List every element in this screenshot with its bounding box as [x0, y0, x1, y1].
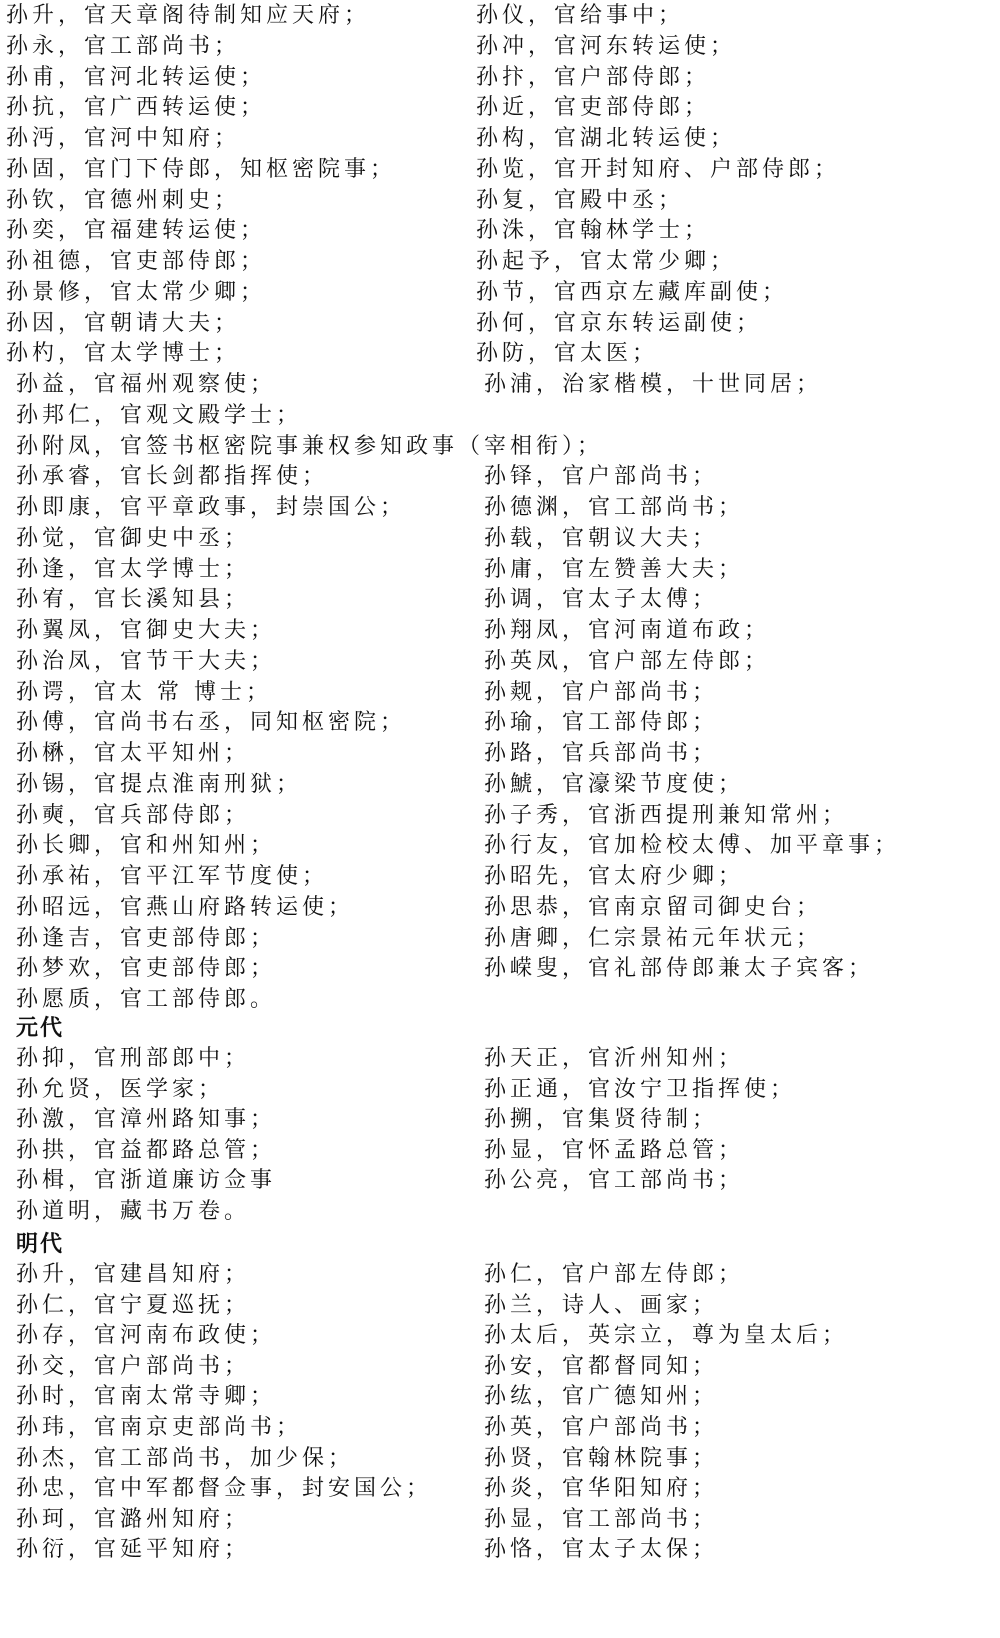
entry-right: 孙浦，治家楷模，十世同居；: [484, 372, 823, 397]
entry-row: [0, 738, 1000, 770]
entry-right: 孙德渊，官工部尚书；: [484, 495, 745, 520]
entry-left: 孙抗，官广西转运使；: [6, 95, 267, 121]
entry-row: [0, 31, 1000, 63]
entry-left: 孙仁，官宁夏巡抚；: [16, 1292, 251, 1318]
entry-row: [0, 185, 1000, 217]
entry-right: 孙鯱，官濠梁节度使；: [484, 771, 745, 797]
entry-row: [0, 1534, 1000, 1566]
ming-dynasty-heading: 明代: [16, 1231, 65, 1257]
entry-right: 孙构，官湖北转运使；: [476, 126, 737, 151]
entry-row: [0, 1104, 1000, 1136]
entry-row: [0, 461, 1000, 493]
entry-left: 孙即康，官平章政事，封崇国公；: [16, 495, 407, 520]
entry-row: [0, 1135, 1000, 1167]
entry-row: [0, 308, 1000, 340]
entry-right: 孙太后，英宗立，尊为皇太后；: [484, 1323, 849, 1349]
entry-left: 孙楙，官太平知州；: [16, 741, 251, 766]
entry-row: [0, 1043, 1000, 1075]
entry-right: 孙纮，官广德知州；: [484, 1384, 719, 1410]
entry-left: 孙永，官工部尚书；: [6, 33, 241, 59]
entry-left: 孙升，官建昌知府；: [16, 1262, 251, 1287]
entry-right: 孙安，官都督同知；: [484, 1353, 719, 1379]
entry-left: 孙治凤，官节干大夫；: [16, 648, 277, 674]
entry-row: [0, 1196, 1000, 1228]
entry-left: 孙锡，官提点淮南刑狱；: [16, 771, 303, 797]
entry-left: 孙忠，官中军都督佥事，封安国公；: [16, 1476, 433, 1502]
entry-row: [0, 431, 1000, 463]
entry-left: 孙道明，藏书万卷。: [16, 1199, 251, 1224]
entry-row: [0, 677, 1000, 709]
entry-right: 孙思恭，官南京留司御史台；: [484, 894, 823, 920]
entry-left: 孙奭，官兵部侍郎；: [16, 802, 251, 828]
entry-left: 孙附凤，官签书枢密院事兼权参知政事（宰相衔）；: [16, 433, 604, 459]
entry-right: 孙冲，官河东转运使；: [476, 33, 737, 59]
entry-left: 孙甫，官河北转运使；: [6, 64, 267, 90]
entry-right: 孙庸，官左赞善大夫；: [484, 556, 745, 582]
entry-left: 孙景修，官太常少卿；: [6, 279, 267, 305]
entry-right: 孙嵘叟，官礼部侍郎兼太子宾客；: [484, 956, 875, 982]
entry-row: [0, 492, 1000, 524]
entry-left: 孙交，官户部尚书；: [16, 1353, 251, 1379]
entry-row: [0, 707, 1000, 739]
entry-row: [0, 277, 1000, 309]
entry-right: 孙何，官京东转运副使；: [476, 310, 763, 336]
entry-right: 孙仪，官给事中；: [476, 3, 685, 28]
entry-right: 孙英，官户部尚书；: [484, 1415, 719, 1440]
entry-left: 孙长卿，官和州知州；: [16, 833, 277, 859]
entry-row: [0, 861, 1000, 893]
entry-right: 孙炎，官华阳知府；: [484, 1476, 719, 1502]
entry-row: [0, 1443, 1000, 1475]
entry-left: 孙邦仁，官观文殿学士；: [16, 402, 303, 428]
entry-row: [0, 154, 1000, 186]
entry-right: 孙防，官太医；: [476, 341, 659, 367]
entry-row: [0, 554, 1000, 586]
entry-right: 孙载，官朝议大夫；: [484, 525, 719, 551]
entry-left: 孙因，官朝请大夫；: [6, 310, 241, 336]
entry-left: 孙拱，官益都路总管；: [16, 1137, 277, 1163]
entry-row: [0, 523, 1000, 555]
entry-left: 孙傅，官尚书右丞，同知枢密院；: [16, 710, 407, 736]
entry-right: 孙仁，官户部左侍郎；: [484, 1262, 745, 1287]
entry-right: 孙兰，诗人、画家；: [484, 1292, 719, 1318]
entry-left: 孙承睿，官长剑都指挥使；: [16, 464, 329, 490]
entry-right: 孙显，官工部尚书；: [484, 1506, 719, 1532]
entry-right: 孙洙，官翰林学士；: [476, 218, 711, 244]
entry-right: 孙昭先，官太府少卿；: [484, 864, 745, 889]
entry-row: [0, 1074, 1000, 1106]
entry-right: 孙起予，官太常少卿；: [476, 249, 737, 274]
entry-left: 孙升，官天章阁待制知应天府；: [6, 3, 371, 28]
entry-row: [0, 1504, 1000, 1536]
entry-right: 孙铎，官户部尚书；: [484, 464, 719, 490]
entry-row: [0, 923, 1000, 955]
entry-right: 孙节，官西京左藏库副使；: [476, 279, 789, 305]
entry-row: [0, 984, 1000, 1016]
entry-left: 孙宥，官长溪知县；: [16, 587, 251, 613]
entry-row: [0, 1351, 1000, 1383]
entry-row: [0, 0, 1000, 32]
entry-right: 孙搠，官集贤待制；: [484, 1107, 719, 1133]
entry-left: 孙杓，官太学博士；: [6, 341, 241, 367]
entry-left: 孙翼凤，官御史大夫；: [16, 618, 277, 643]
entry-row: [0, 584, 1000, 616]
entry-row: [0, 1259, 1000, 1291]
entry-row: [0, 92, 1000, 124]
entry-left: 孙杰，官工部尚书，加少保；: [16, 1445, 355, 1471]
entry-row: [0, 1412, 1000, 1444]
entry-right: 孙正通，官汝宁卫指挥使；: [484, 1076, 797, 1102]
entry-right: 孙复，官殿中丞；: [476, 187, 685, 213]
entry-left: 孙允贤，医学家；: [16, 1076, 225, 1102]
entry-left: 孙激，官漳州路知事；: [16, 1107, 277, 1133]
yuan-dynasty-heading: 元代: [16, 1015, 65, 1041]
entry-left: 孙固，官门下侍郎，知枢密院事；: [6, 156, 397, 182]
entry-left: 孙逢，官太学博士；: [16, 556, 251, 582]
entry-left: 孙玮，官南京吏部尚书；: [16, 1415, 303, 1440]
entry-left: 孙梦欢，官吏部侍郎；: [16, 956, 277, 982]
entry-right: 孙贤，官翰林院事；: [484, 1445, 719, 1471]
entry-row: [0, 1320, 1000, 1352]
entry-right: 孙行友，官加检校太傅、加平章事；: [484, 833, 901, 859]
entry-row: [0, 1290, 1000, 1322]
entry-right: 孙览，官开封知府、户部侍郎；: [476, 156, 841, 182]
entry-left: 孙存，官河南布政使；: [16, 1323, 277, 1349]
entry-right: 孙近，官吏部侍郎；: [476, 95, 711, 121]
entry-right: 孙翔凤，官河南道布政；: [484, 618, 771, 643]
entry-row: [0, 1473, 1000, 1505]
entry-right: 孙显，官怀孟路总管；: [484, 1137, 745, 1163]
entry-right: 孙英凤，官户部左侍郎；: [484, 648, 771, 674]
entry-right: 孙瑜，官工部侍郎；: [484, 710, 719, 736]
entry-row: [0, 830, 1000, 862]
entry-row: [0, 369, 1000, 401]
entry-left: 孙祖德，官吏部侍郎；: [6, 249, 267, 274]
entry-right: 孙抃，官户部侍郎；: [476, 64, 711, 90]
entry-left: 孙逢吉，官吏部侍郎；: [16, 925, 277, 951]
entry-left: 孙奕，官福建转运使；: [6, 218, 267, 244]
entry-right: 孙子秀，官浙西提刑兼知常州；: [484, 802, 849, 828]
entry-row: [0, 892, 1000, 924]
entry-left: 孙楫，官浙道廉访佥事: [16, 1168, 277, 1194]
entry-right: 孙觌，官户部尚书；: [484, 679, 719, 705]
entry-left: 孙钦，官德州刺史；: [6, 187, 241, 213]
entry-left: 孙珂，官潞州知府；: [16, 1506, 251, 1532]
entry-left: 孙抑，官刑部郎中；: [16, 1046, 251, 1071]
entry-row: [0, 338, 1000, 370]
entry-left: 孙沔，官河中知府；: [6, 126, 241, 151]
entry-row: [0, 646, 1000, 678]
entry-left: 孙谔，官太 常 博士；: [16, 679, 272, 705]
entry-left: 孙觉，官御史中丞；: [16, 525, 251, 551]
entry-row: [0, 246, 1000, 278]
entry-right: 孙公亮，官工部尚书；: [484, 1168, 745, 1194]
entry-left: 孙承祐，官平江军节度使；: [16, 864, 329, 889]
entry-left: 孙时，官南太常寺卿；: [16, 1384, 277, 1410]
entry-left: 孙愿质，官工部侍郎。: [16, 987, 277, 1012]
entry-right: 孙路，官兵部尚书；: [484, 741, 719, 766]
entry-right: 孙天正，官沂州知州；: [484, 1046, 745, 1071]
entry-right: 孙调，官太子太傅；: [484, 587, 719, 613]
entry-right: 孙恪，官太子太保；: [484, 1537, 719, 1563]
entry-row: [0, 123, 1000, 155]
entry-row: [0, 800, 1000, 832]
entry-row: [0, 1165, 1000, 1197]
entry-right: 孙唐卿，仁宗景祐元年状元；: [484, 925, 823, 951]
entry-row: [0, 400, 1000, 432]
entry-row: [0, 62, 1000, 94]
entry-row: [0, 769, 1000, 801]
entry-left: 孙益，官福州观察使；: [16, 372, 277, 397]
entry-row: [0, 953, 1000, 985]
entry-left: 孙衍，官延平知府；: [16, 1537, 251, 1563]
entry-left: 孙昭远，官燕山府路转运使；: [16, 894, 355, 920]
entry-row: [0, 1381, 1000, 1413]
entry-row: [0, 615, 1000, 647]
entry-row: [0, 215, 1000, 247]
